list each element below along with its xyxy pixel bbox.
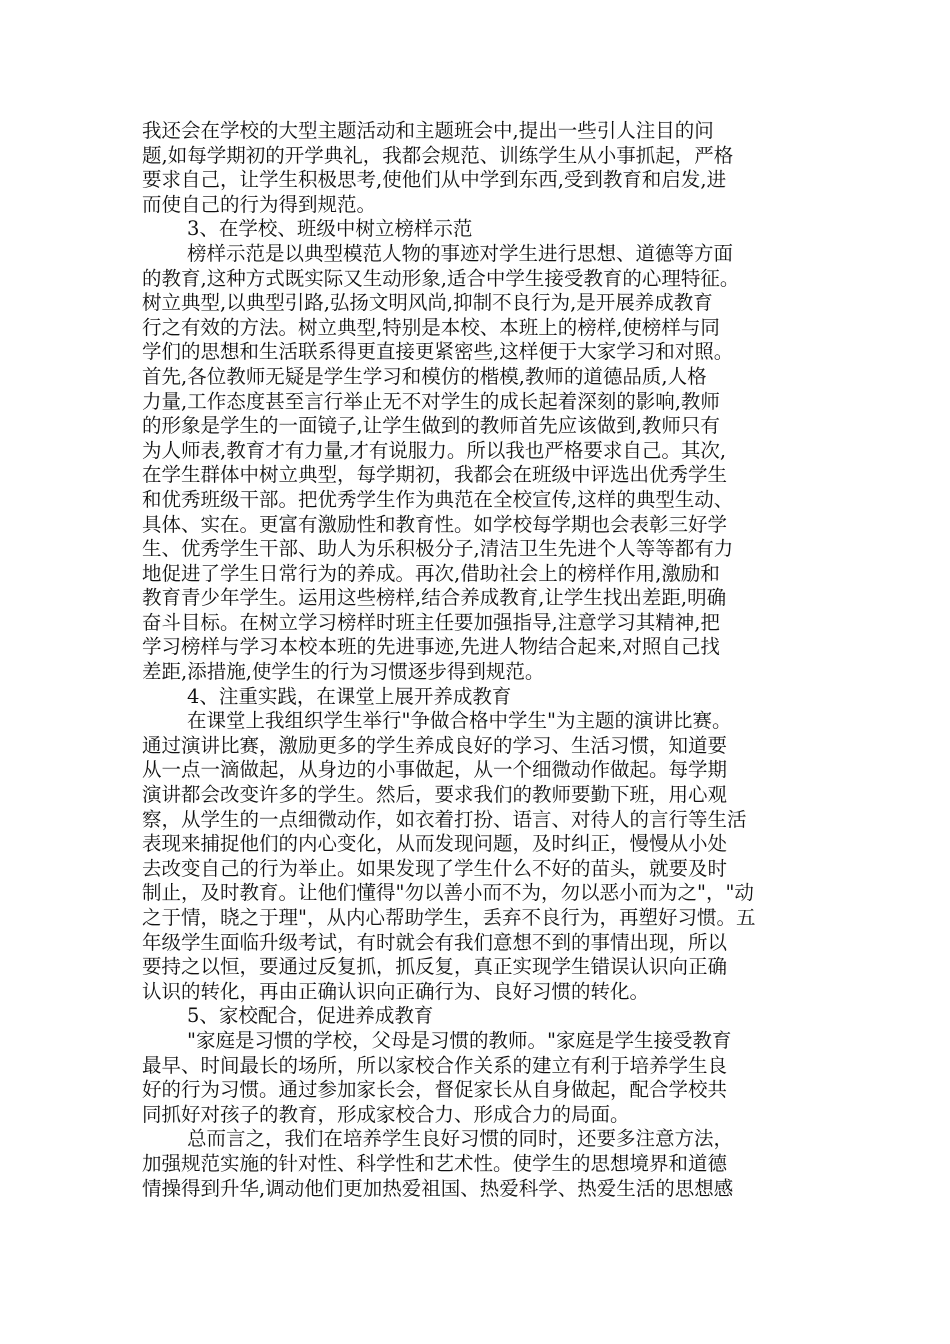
text-line: 学习榜样与学习本校本班的先进事迹,先进人物结合起来,对照自己找	[142, 635, 720, 659]
text-line: 我还会在学校的大型主题活动和主题班会中,提出一些引人注目的问	[142, 119, 714, 142]
text-line: 5、家校配合，促进养成教育	[187, 1004, 434, 1028]
text-line: 首先,各位教师无疑是学生学习和模仿的楷模,教师的道德品质,人格	[142, 364, 707, 388]
text-line: 力量,工作态度甚至言行举止无不对学生的成长起着深刻的影响,教师	[142, 389, 720, 413]
text-line: 差距,添措施,使学生的行为习惯逐步得到规范。	[142, 660, 545, 684]
text-line: 榜样示范是以典型模范人物的事迹对学生进行思想、道德等方面	[187, 241, 734, 265]
text-line: 好的行为习惯。通过参加家长会，督促家长从自身做起，配合学校共	[142, 1078, 728, 1102]
text-line: 表现来捕捉他们的内心变化，从而发现问题，及时纠正，慢慢从小处	[142, 832, 728, 856]
text-line: 题,如每学期初的开学典礼，我都会规范、训练学生从小事抓起，严格	[142, 143, 734, 167]
text-line: 具体、实在。更富有激励性和教育性。如学校每学期也会表彰三好学	[142, 512, 728, 536]
text-line: 要求自己，让学生积极思考,使他们从中学到东西,受到教育和启发,进	[142, 168, 727, 192]
text-line: 在课堂上我组织学生举行"争做合格中学生"为主题的演讲比赛。	[187, 709, 732, 733]
text-line: 加强规范实施的针对性、科学性和艺术性。使学生的思想境界和道德	[142, 1151, 728, 1175]
text-line: 学们的思想和生活联系得更直接更紧密些,这样便于大家学习和对照。	[142, 340, 734, 364]
text-line: 地促进了学生日常行为的养成。再次,借助社会上的榜样作用,激励和	[142, 561, 720, 585]
text-line: 总而言之，我们在培养学生良好习惯的同时，还要多注意方法，	[187, 1127, 734, 1151]
document-body	[142, 119, 812, 1201]
text-line: 之于情，晓之于理"，从内心帮助学生，丢弃不良行为，再塑好习惯。五	[142, 906, 756, 929]
text-line: 为人师表,教育才有力量,才有说服力。所以我也严格要求自己。其次,	[142, 438, 727, 462]
text-line: 同抓好对孩子的教育，形成家校合力、形成合力的局面。	[142, 1102, 630, 1126]
text-line: 演讲都会改变许多的学生。然后，要求我们的教师要勤下班，用心观	[142, 783, 728, 807]
text-line: 的形象是学生的一面镜子,让学生做到的教师首先应该做到,教师只有	[142, 414, 720, 438]
text-line: 最早、时间最长的场所，所以家校合作关系的建立有利于培养学生良	[142, 1053, 728, 1077]
text-line: "家庭是习惯的学校，父母是习惯的教师。"家庭是学生接受教育	[187, 1028, 732, 1052]
text-line: 树立典型,以典型引路,弘扬文明风尚,抑制不良行为,是开展养成教育	[142, 291, 713, 315]
text-line: 在学生群体中树立典型，每学期初，我都会在班级中评选出优秀学生	[142, 463, 728, 487]
text-line: 生、优秀学生干部、助人为乐积极分子,清洁卫生先进个人等等都有力	[142, 537, 734, 561]
text-line: 而使自己的行为得到规范。	[142, 192, 377, 216]
text-line: 行之有效的方法。树立典型,特别是本校、本班上的榜样,使榜样与同	[142, 315, 720, 339]
text-line: 情操得到升华,调动他们更加热爱祖国、热爱科学、热爱生活的思想感	[142, 1176, 734, 1200]
text-line: 教育青少年学生。运用这些榜样,结合养成教育,让学生找出差距,明确	[142, 586, 727, 610]
text-line: 奋斗目标。在树立学习榜样时班主任要加强指导,注意学习其精神,把	[142, 610, 720, 634]
text-line: 察，从学生的一点细微动作，如衣着打扮、语言、对待人的言行等生活	[142, 807, 747, 831]
text-line: 4、注重实践，在课堂上展开养成教育	[187, 684, 512, 708]
text-line: 年级学生面临升级考试，有时就会有我们意想不到的事情出现，所以	[142, 930, 728, 954]
text-line: 的教育,这种方式既实际又生动形象,适合中学生接受教育的心理特征。	[142, 266, 740, 290]
text-line: 从一点一滴做起，从身边的小事做起，从一个细微动作做起。每学期	[142, 758, 728, 782]
text-line: 3、在学校、班级中树立榜样示范	[187, 217, 473, 241]
text-line: 通过演讲比赛，激励更多的学生养成良好的学习、生活习惯，知道要	[142, 733, 728, 757]
text-line: 和优秀班级干部。把优秀学生作为典范在全校宣传,这样的典型生动、	[142, 487, 734, 511]
text-line: 要持之以恒，要通过反复抓，抓反复，真正实现学生错误认识向正确	[142, 955, 728, 979]
text-line: 去改变自己的行为举止。如果发现了学生什么不好的苗头，就要及时	[142, 856, 728, 880]
text-line: 制止，及时教育。让他们懂得"勿以善小而不为，勿以恶小而为之"，"动	[142, 881, 754, 905]
text-line: 认识的转化，再由正确认识向正确行为、良好习惯的转化。	[142, 979, 650, 1003]
